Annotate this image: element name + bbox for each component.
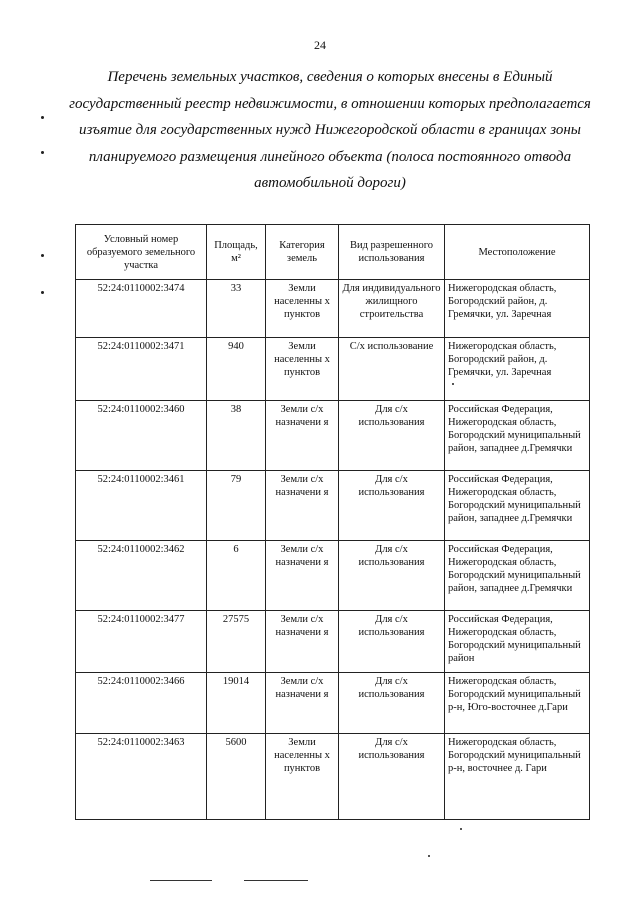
scan-speck — [428, 855, 430, 857]
margin-mark — [41, 254, 44, 257]
cell-number: 52:24:0110002:3466 — [76, 673, 207, 734]
cell-location: Нижегородская область, Богородский район, д. Гремячки, ул. Заречная — [445, 338, 590, 401]
table-row — [76, 541, 590, 611]
header-category: Категория земель — [266, 225, 339, 280]
cell-use: Для с/х использования — [339, 471, 445, 541]
margin-mark — [41, 291, 44, 294]
parcels-table — [75, 224, 590, 820]
title-line: планируемого размещения линейного объекта (полоса постоянного отвода — [88, 148, 572, 165]
cell-number: 52:24:0110002:3460 — [76, 401, 207, 471]
cell-category: Земли с/х назначени я — [266, 611, 339, 673]
cell-use: Для с/х использования — [339, 611, 445, 673]
table-row — [76, 673, 590, 734]
document-title — [60, 64, 600, 197]
title-line: изъятие для государственных нужд Нижегородской области в границах зоны — [79, 122, 581, 138]
footer-rule — [150, 880, 212, 881]
cell-use: Для с/х использования — [339, 541, 445, 611]
cell-area: 940 — [207, 338, 266, 401]
cell-category: Земли с/х назначени я — [266, 541, 339, 611]
margin-mark — [41, 116, 44, 119]
cell-use: Для с/х использования — [339, 673, 445, 734]
cell-location: Нижегородская область, Богородский район, д. Гремячки, ул. Заречная — [445, 280, 590, 338]
cell-category: Земли с/х назначени я — [266, 673, 339, 734]
footer-rule — [244, 880, 308, 881]
title-line: Перечень земельных участков, сведения о которых внесены в Единый — [107, 69, 553, 85]
cell-area: 33 — [207, 280, 266, 338]
table-row — [76, 734, 590, 820]
cell-area: 27575 — [207, 611, 266, 673]
cell-location: Российская Федерация, Нижегородская область, Богородский муниципальный район — [445, 611, 590, 673]
cell-number: 52:24:0110002:3462 — [76, 541, 207, 611]
title-line: автомобильной дороги) — [254, 175, 406, 191]
cell-category: Земли с/х назначени я — [266, 471, 339, 541]
cell-location: Российская Федерация, Нижегородская область, Богородский муниципальный район, западнее д.Гремячки — [445, 401, 590, 471]
cell-use: Для с/х использования — [339, 734, 445, 820]
cell-category: Земли населенны х пунктов — [266, 338, 339, 401]
cell-location: Нижегородская область, Богородский муниципальный р-н, Юго-восточнее д.Гари — [445, 673, 590, 734]
cell-category: Земли с/х назначени я — [266, 401, 339, 471]
cell-area: 79 — [207, 471, 266, 541]
cell-category: Земли населенны х пунктов — [266, 734, 339, 820]
table-header-row — [76, 225, 590, 280]
cell-location: Российская Федерация, Нижегородская область, Богородский муниципальный район, западнее д.Гремячки — [445, 471, 590, 541]
cell-area: 19014 — [207, 673, 266, 734]
margin-mark — [41, 151, 44, 154]
header-location: Местоположение — [445, 225, 590, 280]
table-row — [76, 280, 590, 338]
scan-speck — [452, 383, 454, 385]
cell-location: Российская Федерация, Нижегородская область, Богородский муниципальный район, западнее д.Гремячки — [445, 541, 590, 611]
cell-use: Для индивидуального жилищного строительства — [339, 280, 445, 338]
title-line: государственный реестр недвижимости, в отношении которых предполагается — [69, 95, 591, 112]
table-row — [76, 401, 590, 471]
cell-number: 52:24:0110002:3463 — [76, 734, 207, 820]
table-row — [76, 611, 590, 673]
cell-category: Земли населенны х пунктов — [266, 280, 339, 338]
cell-area: 5600 — [207, 734, 266, 820]
cell-area: 38 — [207, 401, 266, 471]
cell-area: 6 — [207, 541, 266, 611]
table-row — [76, 338, 590, 401]
cell-location: Нижегородская область, Богородский муниципальный р-н, восточнее д. Гари — [445, 734, 590, 820]
header-number: Условный номер образуемого земельного участка — [76, 225, 207, 280]
cell-number: 52:24:0110002:3474 — [76, 280, 207, 338]
scan-speck — [460, 828, 462, 830]
table-row — [76, 471, 590, 541]
header-use: Вид разрешенного использования — [339, 225, 445, 280]
cell-use: С/х использование — [339, 338, 445, 401]
cell-use: Для с/х использования — [339, 401, 445, 471]
cell-number: 52:24:0110002:3461 — [76, 471, 207, 541]
header-area: Площадь, м² — [207, 225, 266, 280]
cell-number: 52:24:0110002:3477 — [76, 611, 207, 673]
cell-number: 52:24:0110002:3471 — [76, 338, 207, 401]
page-number: 24 — [314, 38, 326, 52]
